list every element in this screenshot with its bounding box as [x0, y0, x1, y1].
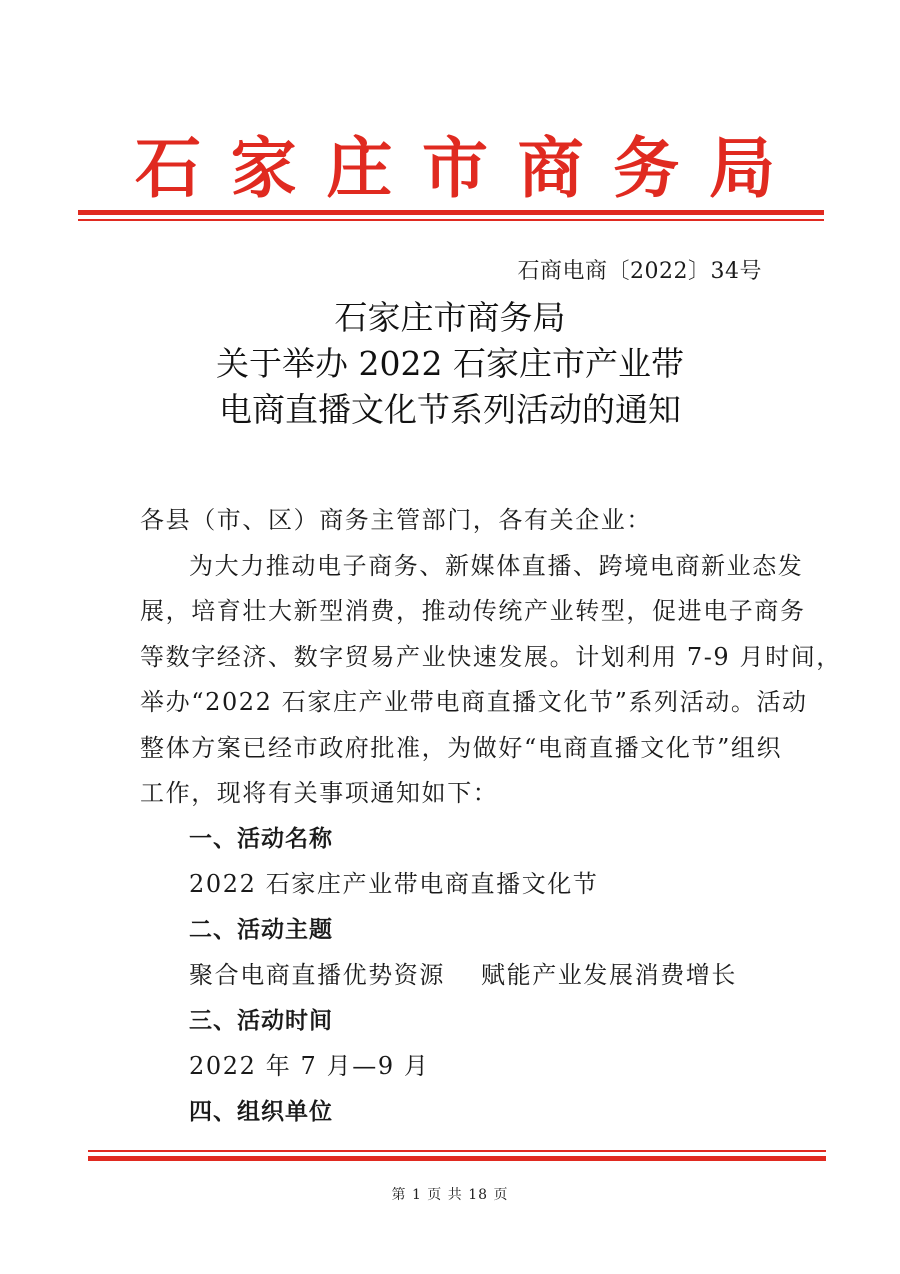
masthead-rule-thin — [78, 219, 824, 221]
title-line-3: 电商直播文化节系列活动的通知 — [219, 390, 681, 429]
masthead-char: 家 — [230, 129, 297, 207]
document-title — [0, 295, 900, 433]
section-heading-organizer: 四、组织单位 — [189, 1098, 333, 1125]
theme-part-a: 聚合电商直播优势资源 — [189, 961, 445, 989]
intro-line: 等数字经济、数字贸易产业快速发展。计划利用 7-9 月时间， — [140, 642, 842, 671]
footer-rule-thick — [88, 1156, 826, 1161]
title-line-1: 石家庄市商务局 — [334, 298, 566, 337]
intro-line: 整体方案已经市政府批准，为做好“电商直播文化节”组织 — [140, 733, 783, 762]
masthead-char: 务 — [613, 129, 680, 207]
salutation: 各县（市、区）商务主管部门，各有关企业： — [140, 506, 652, 534]
masthead-rule-thick — [78, 210, 824, 215]
intro-line: 为大力推动电子商务、新媒体直播、跨境电商新业态发 — [189, 551, 804, 580]
masthead-char: 商 — [517, 129, 584, 207]
masthead-char: 庄 — [326, 129, 393, 207]
section-text-activity-time: 2022 年 7 月—9 月 — [189, 1052, 430, 1080]
masthead-char: 石 — [135, 129, 201, 207]
masthead-title — [135, 128, 775, 208]
masthead-char: 市 — [421, 129, 488, 207]
section-text-activity-name: 2022 石家庄产业带电商直播文化节 — [189, 870, 599, 898]
section-heading-activity-name: 一、活动名称 — [189, 825, 333, 852]
intro-line: 工作，现将有关事项通知如下： — [140, 779, 499, 807]
document-number: 石商电商〔2022〕34号 — [517, 259, 762, 284]
page-number: 第 1 页 共 18 页 — [391, 1187, 509, 1203]
title-line-2: 关于举办 2022 石家庄市产业带 — [216, 344, 684, 383]
masthead-char: 局 — [708, 129, 775, 207]
theme-part-b: 赋能产业发展消费增长 — [481, 961, 737, 989]
footer-rule-thin — [88, 1150, 826, 1152]
section-heading-activity-theme: 二、活动主题 — [189, 916, 333, 943]
document-body — [140, 498, 842, 1135]
intro-line: 举办“2022 石家庄产业带电商直播文化节”系列活动。活动 — [140, 688, 808, 716]
section-text-activity-theme — [140, 953, 772, 999]
intro-line: 展，培育壮大新型消费，推动传统产业转型，促进电子商务 — [140, 597, 806, 625]
section-heading-activity-time: 三、活动时间 — [189, 1007, 333, 1034]
